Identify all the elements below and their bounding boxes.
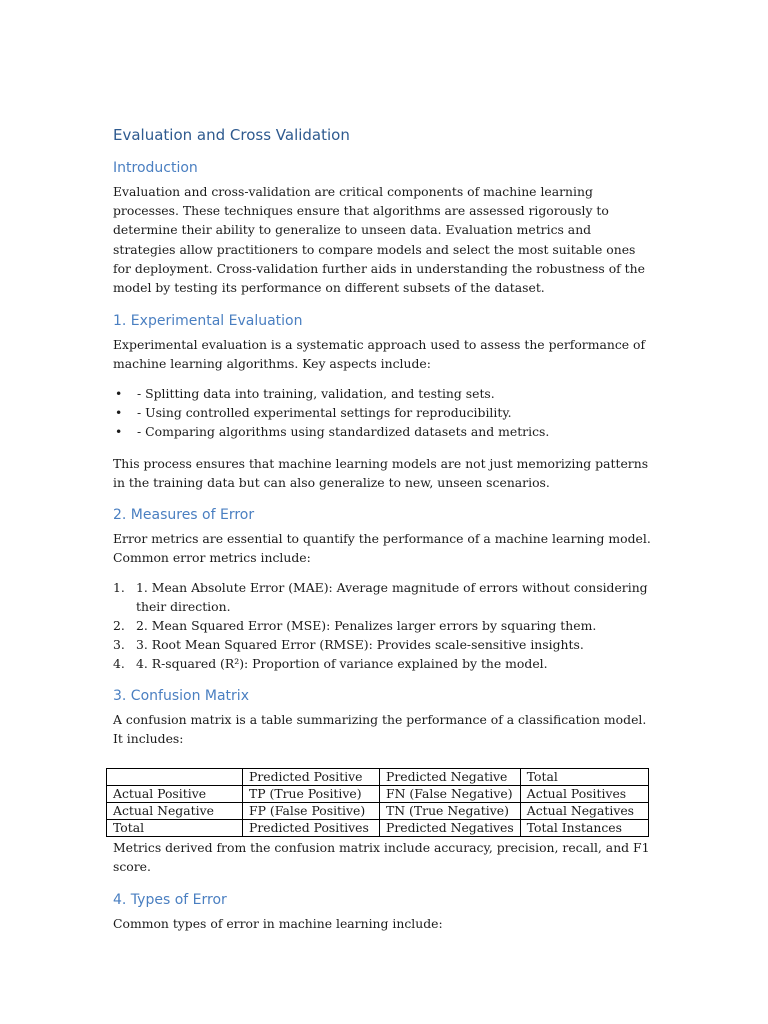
table-cell: TP (True Positive) [243, 786, 380, 803]
error-metrics-list [113, 578, 653, 674]
table-row [107, 769, 649, 786]
section3-paragraph: A confusion matrix is a table summarizing the performance of a classification model. It includes: [113, 711, 647, 746]
document-title: Evaluation and Cross Validation [113, 126, 350, 144]
table-cell: Actual Negative [107, 803, 243, 820]
bullet-icon: • [115, 385, 123, 401]
section4-paragraph: Common types of error in machine learning include: [113, 916, 443, 932]
bullet-icon: • [115, 405, 123, 421]
list-item: • - Using controlled experimental settings for reproducibility. [113, 403, 653, 422]
confusion-matrix-metrics-text: Metrics derived from the confusion matrix include accuracy, precision, recall, and F1 score. [113, 840, 650, 875]
table-row [107, 786, 649, 803]
table-cell: TN (True Negative) [380, 803, 521, 820]
section2-heading: 2. Measures of Error [113, 507, 255, 524]
document-body [113, 124, 653, 760]
table-cell: Actual Positive [107, 786, 243, 803]
list-item: 4. 4. R-squared (R²): Proportion of variance explained by the model. [113, 656, 548, 672]
table-cell: Predicted Positive [243, 769, 380, 786]
intro-heading: Introduction [113, 160, 198, 176]
table-cell: Actual Positives [520, 786, 648, 803]
table-cell: Predicted Negative [380, 769, 521, 786]
after-table-body [113, 838, 673, 946]
bullet-icon: • [115, 424, 123, 440]
section1-closing: This process ensures that machine learning models are not just memorizing patterns in the training data but can also generalize to new, unseen scenarios. [113, 455, 649, 491]
section1-heading: 1. Experimental Evaluation [113, 313, 303, 330]
list-item: 2. 2. Mean Squared Error (MSE): Penalizes larger errors by squaring them. [113, 618, 597, 634]
list-item: • - Comparing algorithms using standardized datasets and metrics. [113, 422, 653, 441]
table-row [107, 803, 649, 820]
table-cell: Total Instances [520, 820, 648, 837]
section4-heading: 4. Types of Error [113, 892, 227, 909]
table-cell: Total [107, 820, 243, 837]
table-cell: FN (False Negative) [380, 786, 521, 803]
table-row [107, 820, 649, 837]
list-item: 1. 1. Mean Absolute Error (MAE): Average magnitude of errors without considering their direction. [113, 579, 648, 614]
table-cell: Actual Negatives [520, 803, 648, 820]
list-item: • - Splitting data into training, validation, and testing sets. [113, 384, 653, 403]
intro-paragraph: Evaluation and cross-validation are critical components of machine learning processes. These techniques ensure that algorithms are assessed rigorously to determine their ability to generalize to unseen data. Evaluation metrics and strategies allow practitioners to compare models and select the most suitable ones for deployment. Cross-validation further aids in understanding the robustness of the model by testing its performance on different subsets of the dataset. [113, 184, 645, 296]
confusion-matrix-table [106, 768, 649, 837]
section2-paragraph: Error metrics are essential to quantify the performance of a machine learning model. Common error metrics include: [113, 531, 651, 566]
section3-heading: 3. Confusion Matrix [113, 687, 249, 704]
section1-paragraph: Experimental evaluation is a systematic approach used to assess the performance of machine learning algorithms. Key aspects include: [113, 337, 646, 372]
list-item: 3. 3. Root Mean Squared Error (RMSE): Provides scale-sensitive insights. [113, 637, 584, 653]
table-cell [107, 769, 243, 786]
table-cell: Predicted Positives [243, 820, 380, 837]
section1-bullet-list [113, 384, 653, 442]
table-cell: Total [520, 769, 648, 786]
table-cell: Predicted Negatives [380, 820, 521, 837]
table-cell: FP (False Positive) [243, 803, 380, 820]
